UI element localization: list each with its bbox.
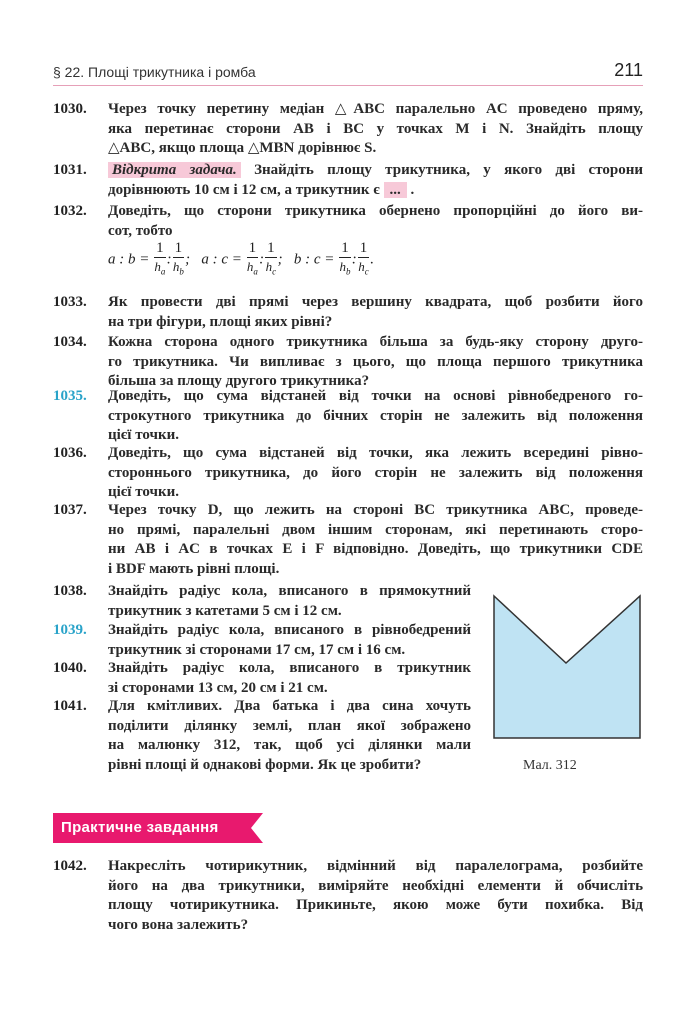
problem-line: Доведіть, що сторони трикутника обернено пропорційні до його ви- <box>108 203 643 219</box>
page-header <box>53 60 643 86</box>
page-number: 211 <box>614 60 643 80</box>
problem-line: рівні площі й однакові форми. Як це зробити? <box>108 756 422 773</box>
fraction: $\frac{1}{h_b}$ <box>172 240 184 277</box>
problem-number: 1039. <box>53 622 87 638</box>
problem-line: Доведіть, що сума відстаней від точки на основі рівнобедреного го- <box>108 388 643 404</box>
problem-number: 1036. <box>53 445 87 461</box>
problem-number: 1032. <box>53 203 87 219</box>
problem-number: 1033. <box>53 294 87 310</box>
problem-line: трикутник з катетами 5 см і 12 см. <box>108 602 342 619</box>
problem-line: більша за площу другого трикутника? <box>108 373 370 389</box>
fraction: $\frac{1}{h_a}$ <box>246 240 258 277</box>
problem-line <box>108 181 643 201</box>
problem-line: Знайдіть радіус кола, вписаного в рівнобедрений <box>108 622 471 638</box>
problem-number: 1035. <box>53 388 87 404</box>
problem-line: Знайдіть радіус кола, вписаного в прямокутний <box>108 583 471 599</box>
problem-line: го трикутника. Чи випливає з цього, що площа першого трикутника <box>108 353 643 370</box>
problem-line: трикутник зі сторонами 17 см, 17 см і 16 см. <box>108 641 406 658</box>
problem-line: Кожна сторона одного трикутника більша за будь-яку сторону друго- <box>108 334 643 350</box>
problem-text: Знайдіть площу трикутника, у якого дві сторони <box>254 162 644 178</box>
problem-line: Як провести дві прямі через вершину квадрата, щоб розбити його <box>108 294 643 310</box>
problem-line: і BDF мають рівні площі. <box>108 560 280 577</box>
formula-term: a : c = <box>201 251 242 268</box>
problem-line: поділити ділянку землі, план якої зображено <box>108 717 471 734</box>
problem-line: строкутного трикутника до бічних сторін не залежить від положення <box>108 407 643 424</box>
problem-line: Через точку D, що лежить на стороні BC трикутника ABC, проведе- <box>108 502 643 518</box>
banner-label: Практичне завдання <box>61 819 219 836</box>
formula-term: b : c = <box>293 251 335 268</box>
fraction: $\frac{1}{h_c}$ <box>358 240 369 277</box>
problem-line: цієї точки. <box>108 427 179 443</box>
problem-line: но прямі, паралельні двом іншим сторонам, які перетинають сторо- <box>108 521 643 538</box>
header-rule <box>53 85 643 86</box>
problem-line: стороннього трикутника, до його сторін не залежить від положення <box>108 464 643 481</box>
fraction: $\frac{1}{h_c}$ <box>265 240 277 277</box>
problem-number: 1038. <box>53 583 87 599</box>
problem-line: на три фігури, площі яких рівні? <box>108 313 333 330</box>
problem-line: чого вона залежить? <box>108 916 249 933</box>
problem-line: яка перетинає сторони AB і BC у точках M і N. Знайдіть площу <box>108 120 643 137</box>
practical-task-banner <box>53 813 263 843</box>
land-plot-shape <box>494 596 640 738</box>
fraction: $\frac{1}{h_b}$ <box>339 240 351 277</box>
problem-number: 1042. <box>53 858 87 874</box>
period: . <box>410 181 415 198</box>
section-title: § 22. Площі трикутника і ромба <box>53 64 256 80</box>
problem-line: сот, тобто <box>108 222 173 239</box>
problem-line: △ABC, якщо площа △MBN дорівнює S. <box>108 140 377 156</box>
problem-line: Накресліть чотирикутник, відмінний від паралелограма, розбийте <box>108 858 643 874</box>
problem-line: Доведіть, що сума відстаней від точки, яка лежить всередині рівно- <box>108 445 643 461</box>
problem-line: Через точку перетину медіан △ABC паралельно AC проведено пряму, <box>108 101 643 117</box>
proportion-formula: a : b = $\frac{1}{h_a}$ : $\frac{1}{h_b}$ ; a : c = $\frac{1}{h_a}$ : $\frac{1}{h_c}$ ; b : c = $\frac{1}{h_b}$ : $\frac{1}{h_c}$ . <box>108 240 468 284</box>
problem-number: 1034. <box>53 334 87 350</box>
formula-term: a : b = <box>108 251 150 268</box>
problem-line <box>108 161 643 181</box>
problem-line: Для кмітливих. Два батька і два сина хочуть <box>108 698 471 714</box>
problem-line: цієї точки. <box>108 484 179 500</box>
fraction: $\frac{1}{h_a}$ <box>154 240 166 277</box>
problem-number: 1040. <box>53 660 87 676</box>
problem-number: 1037. <box>53 502 87 518</box>
problem-number: 1041. <box>53 698 87 714</box>
blank-dots: ... <box>384 182 407 198</box>
problem-line: зі сторонами 13 см, 20 см і 21 см. <box>108 679 328 696</box>
open-task-tag: Відкрита задача. <box>108 162 241 178</box>
problem-line: Знайдіть радіус кола, вписаного в трикутник <box>108 660 471 676</box>
problem-line: ни AB і AC в точках E і F відповідно. Доведіть, що трикутники CDE <box>108 541 643 557</box>
figure-312 <box>492 592 644 742</box>
problem-number: 1031. <box>53 162 87 178</box>
figure-caption: Мал. 312 <box>523 758 577 773</box>
problem-number: 1030. <box>53 101 87 117</box>
problem-text: дорівнюють 10 см і 12 см, а трикутник є <box>108 181 380 198</box>
problem-line: його на два трикутники, виміряйте необхідні елементи й обчисліть <box>108 877 643 894</box>
problem-line: на малюнку 312, так, щоб усі ділянки мали <box>108 737 471 753</box>
problem-line: площу чотирикутника. Прикиньте, якою може бути похибка. Від <box>108 897 643 913</box>
